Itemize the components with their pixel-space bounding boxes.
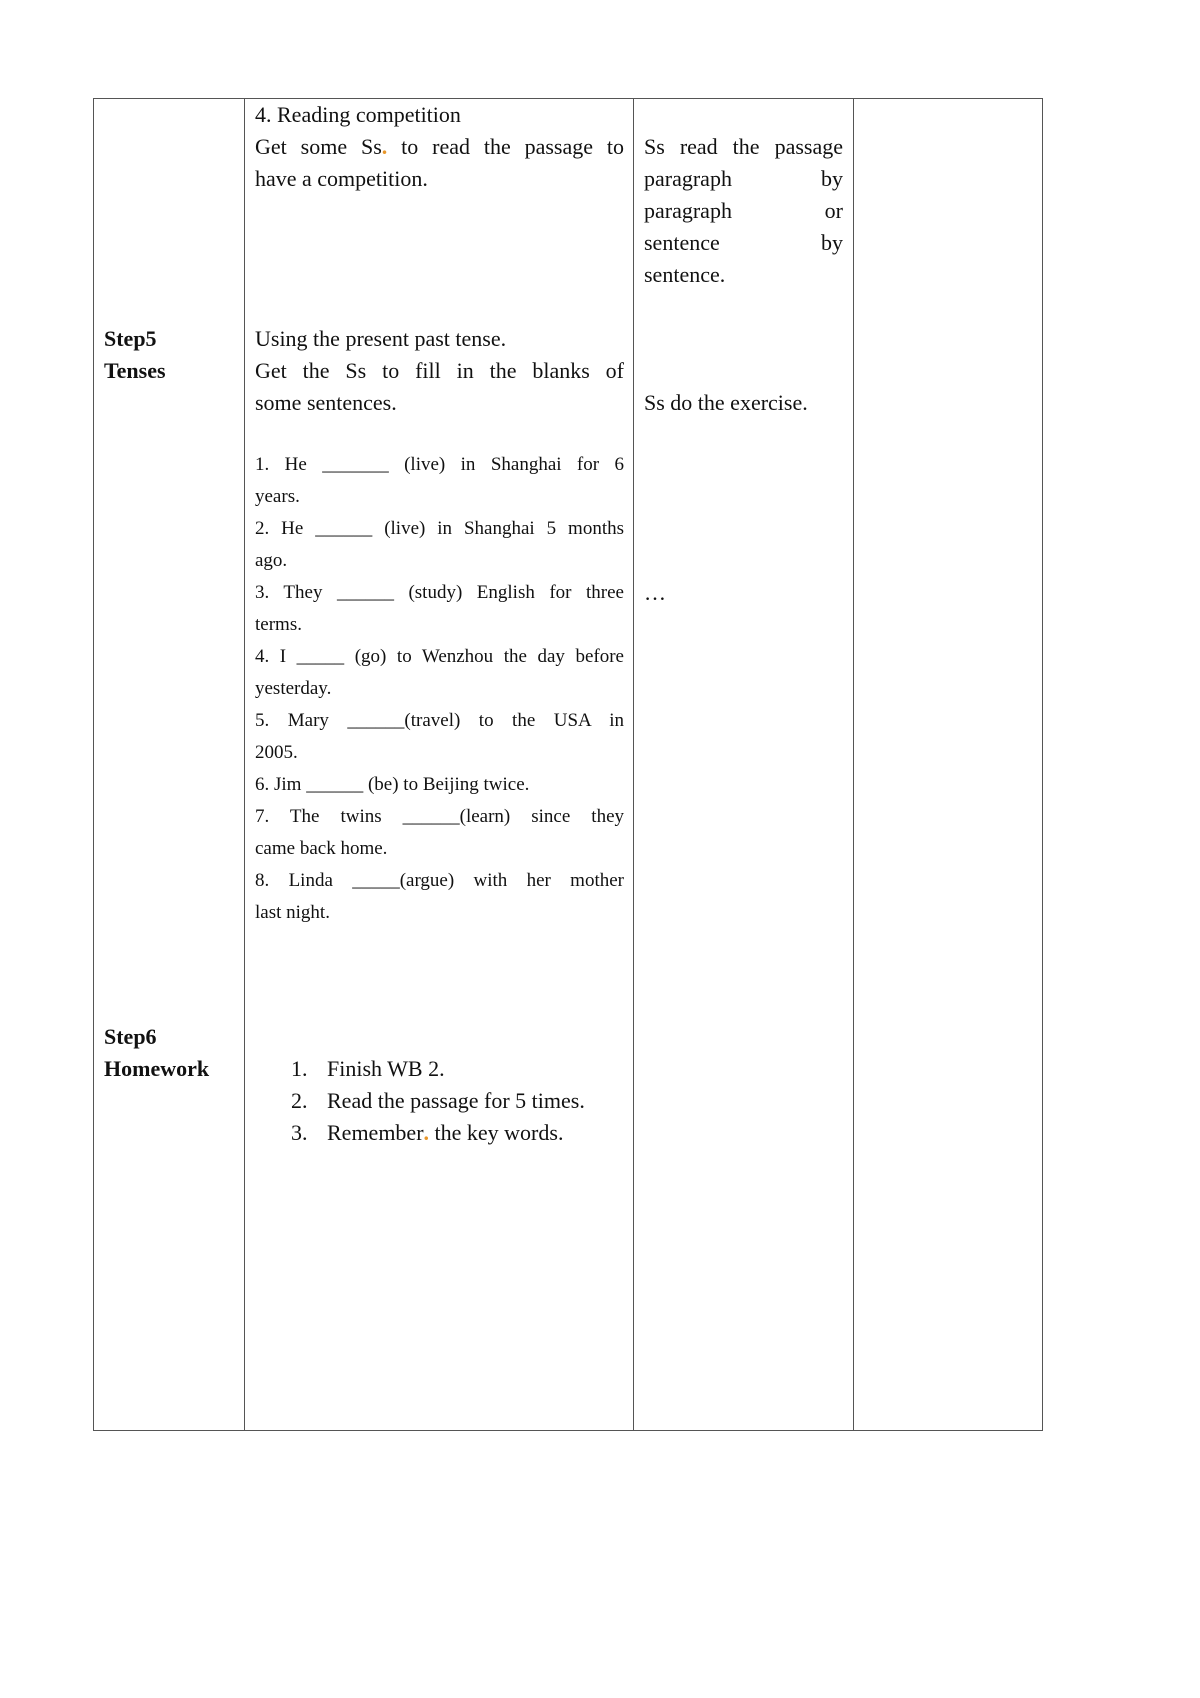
reading-competition-block bbox=[255, 99, 624, 195]
student-activity-line: sentence by bbox=[644, 230, 843, 255]
exercise-item: 6. Jim ______ (be) to Beijing twice. bbox=[255, 774, 530, 795]
reading-competition-title: 4. Reading competition bbox=[255, 102, 461, 127]
homework-item: 1. Finish WB 2. bbox=[291, 1056, 445, 1081]
instruction-line: Get the Ss to fill in the blanks of bbox=[255, 358, 624, 383]
instruction-line: some sentences. bbox=[255, 390, 397, 415]
homework-item: 2. Read the passage for 5 times. bbox=[291, 1088, 585, 1113]
step-name: Homework bbox=[104, 1056, 210, 1081]
reading-competition-line2: have a competition. bbox=[255, 166, 428, 191]
student-activity-line: paragraph or bbox=[644, 198, 843, 223]
exercise-item: 3. They ______ (study) English for three terms. bbox=[255, 582, 624, 635]
instruction-line: Using the present past tense. bbox=[255, 326, 507, 351]
student-activity-line: paragraph by bbox=[644, 166, 843, 191]
revision-mark: . bbox=[381, 134, 388, 159]
lesson-plan-table bbox=[93, 98, 1043, 1431]
column-divider-3 bbox=[853, 99, 854, 1430]
exercise-item: 2. He ______ (live) in Shanghai 5 months ago. bbox=[255, 518, 624, 571]
step-number: Step6 bbox=[104, 1024, 157, 1049]
student-activity-line: sentence. bbox=[644, 262, 726, 287]
reading-competition-line1: Get some Ss. to read the passage to bbox=[255, 134, 624, 159]
exercise-list bbox=[255, 449, 624, 929]
ellipsis-text: … bbox=[644, 580, 666, 605]
exercise-item: 4. I _____ (go) to Wenzhou the day before yesterday. bbox=[255, 646, 624, 699]
exercise-item: 1. He _______ (live) in Shanghai for 6 years. bbox=[255, 454, 624, 507]
homework-item: 3. Remember. the key words. bbox=[291, 1120, 564, 1145]
step6-label bbox=[104, 1021, 240, 1085]
step-name: Tenses bbox=[104, 358, 166, 383]
step5-student-activity: Ss do the exercise. bbox=[644, 390, 808, 415]
exercise-item: 8. Linda _____(argue) with her mother last night. bbox=[255, 870, 624, 923]
column-divider-1 bbox=[244, 99, 245, 1430]
step5-instructions bbox=[255, 323, 624, 419]
student-activity-line: Ss read the passage bbox=[644, 134, 843, 159]
reading-student-activity bbox=[644, 131, 843, 291]
step-number: Step5 bbox=[104, 326, 157, 351]
exercise-item: 5. Mary ______(travel) to the USA in 2005. bbox=[255, 710, 624, 763]
column-divider-2 bbox=[633, 99, 634, 1430]
revision-mark: . bbox=[423, 1120, 430, 1145]
step5-label bbox=[104, 323, 240, 387]
exercise-item: 7. The twins ______(learn) since they came back home. bbox=[255, 806, 624, 859]
homework-list bbox=[291, 1053, 621, 1149]
